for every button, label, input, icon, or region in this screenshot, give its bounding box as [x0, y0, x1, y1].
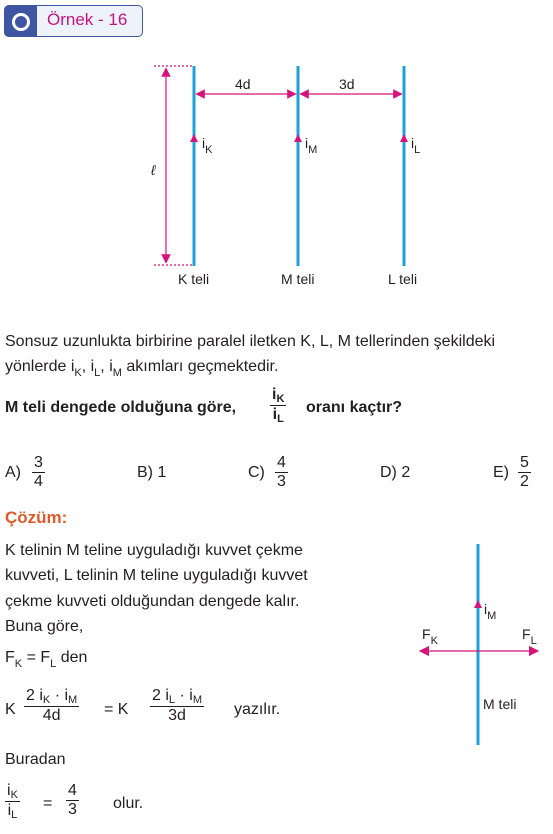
question-prompt: M teli dengede olduğuna göre,: [5, 399, 237, 416]
option-a-label[interactable]: A): [5, 464, 21, 481]
wire-k-label: K teli: [178, 271, 210, 287]
solution-line-3: çekme kuvveti olduğundan dengede kalır.: [5, 593, 300, 610]
question-ratio: $\frac{iK}{iL}$: [272, 386, 285, 425]
question-line-1: Sonsuz uzunlukta birbirine paralel iletken K, L, M tellerinden şekildeki: [5, 333, 496, 350]
option-c-label[interactable]: C): [248, 464, 265, 481]
current-l-label: $i_L$: [411, 135, 421, 156]
solution-line-2: kuvveti, L telinin M teline uyguladığı kuvvet: [5, 567, 308, 584]
solution-title: Çözüm:: [5, 508, 68, 527]
solution-line-4: Buna göre,: [5, 618, 84, 635]
length-label: ℓ: [151, 162, 156, 178]
result-post: olur.: [113, 795, 144, 812]
current-l-arrow-icon: [400, 134, 408, 142]
solution-line-5: Buradan: [5, 751, 66, 768]
option-d[interactable]: D) 2: [380, 464, 411, 481]
side-wire-label: M teli: [483, 696, 517, 712]
current-m-arrow-icon: [294, 134, 302, 142]
question-prompt-end: oranı kaçtır?: [306, 399, 403, 416]
eq2-fraction-2: $\frac{2 iL \cdot iM}{3d}$: [152, 687, 202, 724]
side-current-arrow-icon: [474, 600, 482, 608]
result-ratio: $\frac{iK}{iL}$: [7, 782, 18, 821]
option-a-value[interactable]: $\frac{3}{4}$: [34, 454, 43, 490]
result-equals: =: [43, 795, 53, 812]
eq2-k1: K: [5, 701, 16, 718]
question-line-2: yönlerde $i_K$, $i_L$, $i_M$ akımları geçmektedir.: [5, 358, 279, 379]
current-k-label: $i_K$: [202, 135, 213, 156]
current-m-label: $i_M$: [305, 135, 318, 156]
option-b[interactable]: B) 1: [137, 464, 167, 481]
eq2-equals-k: = K: [104, 701, 129, 718]
option-e-value[interactable]: $\frac{5}{2}$: [520, 454, 529, 490]
option-c-value[interactable]: $\frac{4}{3}$: [277, 454, 286, 490]
eq2-post: yazılır.: [234, 701, 281, 718]
wires-figure: [0, 0, 553, 300]
side-fk-label: $F_K$: [422, 626, 438, 647]
current-k-arrow-icon: [190, 134, 198, 142]
dim-4d-label: 4d: [235, 76, 251, 92]
side-fl-label: $F_L$: [522, 626, 537, 647]
wire-l-label: L teli: [388, 271, 418, 287]
example-title: Örnek - 16: [47, 10, 128, 29]
side-current-label: $i_M$: [484, 601, 497, 622]
force-equality: $F_K = F_L$ den: [5, 649, 88, 670]
dim-3d-label: 3d: [339, 76, 355, 92]
solution-line-1: K telinin M teline uyguladığı kuvvet çekme: [5, 542, 303, 559]
option-e-label[interactable]: E): [493, 464, 509, 481]
eq2-fraction-1: $\frac{2 iK \cdot iM}{4d}$: [26, 687, 78, 724]
wire-m-label: M teli: [281, 271, 315, 287]
result-value: $\frac{4}{3}$: [68, 782, 77, 818]
